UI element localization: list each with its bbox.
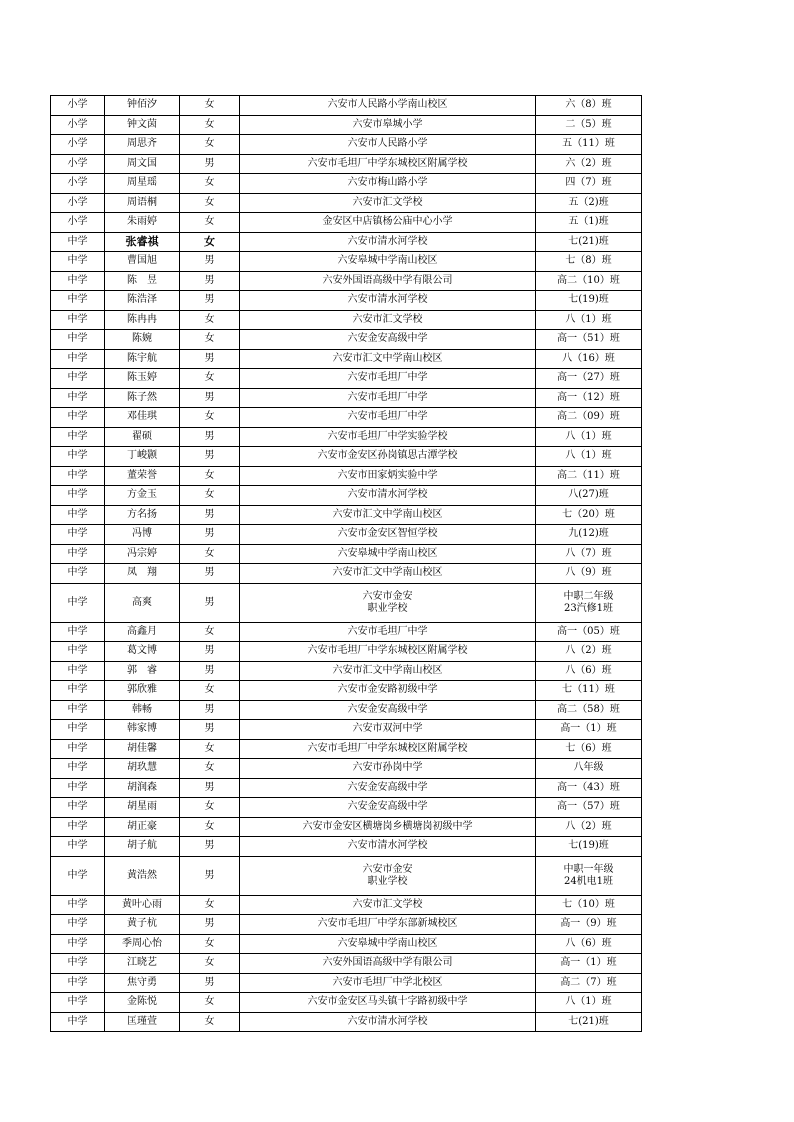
table-row bbox=[51, 135, 642, 155]
gender-cell: 男 bbox=[180, 700, 240, 720]
gender-cell: 女 bbox=[180, 135, 240, 155]
school-level-cell: 中学 bbox=[51, 564, 105, 584]
class-cell: 八（2）班 bbox=[536, 817, 642, 837]
table-row bbox=[51, 525, 642, 545]
gender-cell: 女 bbox=[180, 544, 240, 564]
student-name-cell: 陈 昱 bbox=[105, 271, 180, 291]
gender-cell: 女 bbox=[180, 115, 240, 135]
school-level-cell: 中学 bbox=[51, 271, 105, 291]
gender-cell: 女 bbox=[180, 486, 240, 506]
school-level-cell: 中学 bbox=[51, 817, 105, 837]
table-row bbox=[51, 564, 642, 584]
class-cell: 二（5）班 bbox=[536, 115, 642, 135]
class-cell: 七(21)班 bbox=[536, 232, 642, 252]
student-name-cell: 胡润森 bbox=[105, 778, 180, 798]
student-name-cell: 冯博 bbox=[105, 525, 180, 545]
gender-cell: 女 bbox=[180, 96, 240, 116]
school-level-cell: 中学 bbox=[51, 895, 105, 915]
student-name-cell: 陈冉冉 bbox=[105, 310, 180, 330]
student-name-cell: 陈浩泽 bbox=[105, 291, 180, 311]
table-row bbox=[51, 232, 642, 252]
table-row bbox=[51, 837, 642, 857]
student-table bbox=[50, 95, 642, 1032]
class-cell: 八(27)班 bbox=[536, 486, 642, 506]
table-row bbox=[51, 915, 642, 935]
school-name-cell: 六安市梅山路小学 bbox=[240, 174, 536, 194]
school-level-cell: 中学 bbox=[51, 856, 105, 895]
student-name-cell: 周语桐 bbox=[105, 193, 180, 213]
table-row bbox=[51, 96, 642, 116]
student-name-cell: 焦守勇 bbox=[105, 973, 180, 993]
student-name-cell: 黄浩然 bbox=[105, 856, 180, 895]
school-name-cell: 六安市毛坦厂中学 bbox=[240, 388, 536, 408]
school-name-cell: 六安外国语高级中学有限公司 bbox=[240, 271, 536, 291]
student-name-cell: 方金玉 bbox=[105, 486, 180, 506]
student-name-cell: 金陈悦 bbox=[105, 993, 180, 1013]
student-name-cell: 黄叶心雨 bbox=[105, 895, 180, 915]
class-cell: 六（2）班 bbox=[536, 154, 642, 174]
class-cell: 五（1)班 bbox=[536, 213, 642, 233]
class-cell: 高一（43）班 bbox=[536, 778, 642, 798]
school-name-cell: 六安市毛坦厂中学北校区 bbox=[240, 973, 536, 993]
gender-cell: 女 bbox=[180, 310, 240, 330]
class-cell: 高一（05）班 bbox=[536, 622, 642, 642]
school-level-cell: 中学 bbox=[51, 778, 105, 798]
gender-cell: 女 bbox=[180, 174, 240, 194]
gender-cell: 女 bbox=[180, 1012, 240, 1032]
class-cell: 八（1）班 bbox=[536, 993, 642, 1013]
class-cell: 高一（1）班 bbox=[536, 720, 642, 740]
school-name-cell: 六安市金安 职业学校 bbox=[240, 856, 536, 895]
table-row bbox=[51, 174, 642, 194]
table-row bbox=[51, 954, 642, 974]
table-row bbox=[51, 895, 642, 915]
school-level-cell: 中学 bbox=[51, 1012, 105, 1032]
student-name-cell: 韩家博 bbox=[105, 720, 180, 740]
school-level-cell: 中学 bbox=[51, 973, 105, 993]
school-level-cell: 中学 bbox=[51, 544, 105, 564]
gender-cell: 男 bbox=[180, 505, 240, 525]
gender-cell: 女 bbox=[180, 954, 240, 974]
school-name-cell: 六安市汇文中学南山校区 bbox=[240, 661, 536, 681]
class-cell: 高一（51）班 bbox=[536, 330, 642, 350]
school-name-cell: 六安市双河中学 bbox=[240, 720, 536, 740]
school-level-cell: 中学 bbox=[51, 583, 105, 622]
gender-cell: 男 bbox=[180, 778, 240, 798]
school-name-cell: 六安金安高级中学 bbox=[240, 778, 536, 798]
student-name-cell: 高爽 bbox=[105, 583, 180, 622]
school-level-cell: 中学 bbox=[51, 993, 105, 1013]
student-name-cell: 周思齐 bbox=[105, 135, 180, 155]
class-cell: 高一（9）班 bbox=[536, 915, 642, 935]
school-level-cell: 中学 bbox=[51, 486, 105, 506]
class-cell: 八（7）班 bbox=[536, 544, 642, 564]
school-level-cell: 中学 bbox=[51, 700, 105, 720]
gender-cell: 男 bbox=[180, 447, 240, 467]
class-cell: 中职二年级 23汽修1班 bbox=[536, 583, 642, 622]
table-row bbox=[51, 798, 642, 818]
gender-cell: 女 bbox=[180, 817, 240, 837]
gender-cell: 女 bbox=[180, 993, 240, 1013]
student-name-cell: 陈子然 bbox=[105, 388, 180, 408]
school-level-cell: 中学 bbox=[51, 505, 105, 525]
table-row bbox=[51, 778, 642, 798]
school-name-cell: 六安市毛坦厂中学东城校区附属学校 bbox=[240, 642, 536, 662]
school-name-cell: 六安市金安区马头镇十字路初级中学 bbox=[240, 993, 536, 1013]
school-level-cell: 中学 bbox=[51, 622, 105, 642]
school-level-cell: 中学 bbox=[51, 837, 105, 857]
table-row bbox=[51, 681, 642, 701]
school-name-cell: 六安市孙岗中学 bbox=[240, 759, 536, 779]
table-row bbox=[51, 856, 642, 895]
school-level-cell: 中学 bbox=[51, 798, 105, 818]
gender-cell: 男 bbox=[180, 973, 240, 993]
school-level-cell: 小学 bbox=[51, 154, 105, 174]
class-cell: 五（2)班 bbox=[536, 193, 642, 213]
table-row bbox=[51, 291, 642, 311]
table-row bbox=[51, 642, 642, 662]
student-name-cell: 韩畅 bbox=[105, 700, 180, 720]
school-name-cell: 六安市毛坦厂中学 bbox=[240, 622, 536, 642]
class-cell: 八（1）班 bbox=[536, 447, 642, 467]
gender-cell: 女 bbox=[180, 232, 240, 252]
class-cell: 八（6）班 bbox=[536, 934, 642, 954]
school-name-cell: 六安皋城中学南山校区 bbox=[240, 934, 536, 954]
school-name-cell: 六安市人民路小学 bbox=[240, 135, 536, 155]
gender-cell: 女 bbox=[180, 759, 240, 779]
school-name-cell: 六安市汇文中学南山校区 bbox=[240, 349, 536, 369]
school-level-cell: 中学 bbox=[51, 661, 105, 681]
school-level-cell: 中学 bbox=[51, 466, 105, 486]
school-name-cell: 六安市清水河学校 bbox=[240, 291, 536, 311]
class-cell: 五（11）班 bbox=[536, 135, 642, 155]
school-name-cell: 金安区中店镇杨公庙中心小学 bbox=[240, 213, 536, 233]
class-cell: 四（7）班 bbox=[536, 174, 642, 194]
school-level-cell: 中学 bbox=[51, 291, 105, 311]
school-name-cell: 六安市毛坦厂中学东城校区附属学校 bbox=[240, 154, 536, 174]
table-row bbox=[51, 154, 642, 174]
school-name-cell: 六安市毛坦厂中学实验学校 bbox=[240, 427, 536, 447]
school-name-cell: 六安市金安 职业学校 bbox=[240, 583, 536, 622]
school-level-cell: 中学 bbox=[51, 954, 105, 974]
student-name-cell: 胡玖慧 bbox=[105, 759, 180, 779]
student-name-cell: 黄子杭 bbox=[105, 915, 180, 935]
gender-cell: 女 bbox=[180, 934, 240, 954]
student-name-cell: 周文国 bbox=[105, 154, 180, 174]
school-name-cell: 六安市毛坦厂中学 bbox=[240, 408, 536, 428]
class-cell: 七（20）班 bbox=[536, 505, 642, 525]
class-cell: 八（9）班 bbox=[536, 564, 642, 584]
student-name-cell: 丁峻颢 bbox=[105, 447, 180, 467]
student-name-cell: 陈玉婷 bbox=[105, 369, 180, 389]
school-name-cell: 六安金安高级中学 bbox=[240, 700, 536, 720]
student-name-cell: 钟文茵 bbox=[105, 115, 180, 135]
school-level-cell: 中学 bbox=[51, 408, 105, 428]
student-name-cell: 匡瑾萱 bbox=[105, 1012, 180, 1032]
table-row bbox=[51, 505, 642, 525]
school-name-cell: 六安皋城中学南山校区 bbox=[240, 252, 536, 272]
school-level-cell: 中学 bbox=[51, 759, 105, 779]
table-row bbox=[51, 720, 642, 740]
gender-cell: 男 bbox=[180, 427, 240, 447]
school-name-cell: 六安市人民路小学南山校区 bbox=[240, 96, 536, 116]
school-name-cell: 六安市汇文中学南山校区 bbox=[240, 505, 536, 525]
student-name-cell: 董荣誉 bbox=[105, 466, 180, 486]
student-name-cell: 冯宗婷 bbox=[105, 544, 180, 564]
student-name-cell: 高鑫月 bbox=[105, 622, 180, 642]
gender-cell: 男 bbox=[180, 349, 240, 369]
class-cell: 七（8）班 bbox=[536, 252, 642, 272]
gender-cell: 女 bbox=[180, 622, 240, 642]
school-level-cell: 中学 bbox=[51, 447, 105, 467]
school-name-cell: 六安市汇文学校 bbox=[240, 895, 536, 915]
gender-cell: 男 bbox=[180, 252, 240, 272]
student-table-body bbox=[51, 96, 642, 1032]
gender-cell: 男 bbox=[180, 856, 240, 895]
school-name-cell: 六安市清水河学校 bbox=[240, 232, 536, 252]
class-cell: 九(12)班 bbox=[536, 525, 642, 545]
school-level-cell: 中学 bbox=[51, 252, 105, 272]
gender-cell: 男 bbox=[180, 271, 240, 291]
gender-cell: 女 bbox=[180, 739, 240, 759]
school-level-cell: 中学 bbox=[51, 642, 105, 662]
table-row bbox=[51, 213, 642, 233]
school-level-cell: 小学 bbox=[51, 96, 105, 116]
table-row bbox=[51, 661, 642, 681]
school-level-cell: 中学 bbox=[51, 369, 105, 389]
gender-cell: 女 bbox=[180, 369, 240, 389]
school-level-cell: 中学 bbox=[51, 310, 105, 330]
student-name-cell: 胡正豪 bbox=[105, 817, 180, 837]
table-row bbox=[51, 466, 642, 486]
school-level-cell: 小学 bbox=[51, 213, 105, 233]
student-name-cell: 曹国旭 bbox=[105, 252, 180, 272]
school-name-cell: 六安金安高级中学 bbox=[240, 798, 536, 818]
class-cell: 高一（12）班 bbox=[536, 388, 642, 408]
table-row bbox=[51, 544, 642, 564]
gender-cell: 男 bbox=[180, 642, 240, 662]
school-level-cell: 小学 bbox=[51, 193, 105, 213]
school-name-cell: 六安市毛坦厂中学 bbox=[240, 369, 536, 389]
school-level-cell: 中学 bbox=[51, 739, 105, 759]
student-name-cell: 翟硕 bbox=[105, 427, 180, 447]
student-name-cell: 郭 睿 bbox=[105, 661, 180, 681]
school-level-cell: 小学 bbox=[51, 135, 105, 155]
student-name-cell: 周星瑶 bbox=[105, 174, 180, 194]
school-name-cell: 六安皋城中学南山校区 bbox=[240, 544, 536, 564]
student-name-cell: 季周心怡 bbox=[105, 934, 180, 954]
table-row bbox=[51, 193, 642, 213]
student-name-cell: 郭欣雅 bbox=[105, 681, 180, 701]
table-row bbox=[51, 427, 642, 447]
gender-cell: 女 bbox=[180, 330, 240, 350]
school-level-cell: 中学 bbox=[51, 330, 105, 350]
school-name-cell: 六安市清水河学校 bbox=[240, 837, 536, 857]
gender-cell: 女 bbox=[180, 681, 240, 701]
school-level-cell: 中学 bbox=[51, 232, 105, 252]
table-row bbox=[51, 330, 642, 350]
class-cell: 高二（09）班 bbox=[536, 408, 642, 428]
student-name-cell: 方名扬 bbox=[105, 505, 180, 525]
table-row bbox=[51, 486, 642, 506]
class-cell: 七(21)班 bbox=[536, 1012, 642, 1032]
table-row bbox=[51, 934, 642, 954]
school-name-cell: 六安金安高级中学 bbox=[240, 330, 536, 350]
school-name-cell: 六安市清水河学校 bbox=[240, 1012, 536, 1032]
gender-cell: 女 bbox=[180, 895, 240, 915]
gender-cell: 女 bbox=[180, 408, 240, 428]
student-name-cell: 凤 翔 bbox=[105, 564, 180, 584]
school-level-cell: 小学 bbox=[51, 115, 105, 135]
table-row bbox=[51, 700, 642, 720]
gender-cell: 男 bbox=[180, 388, 240, 408]
school-name-cell: 六安市田家炳实验中学 bbox=[240, 466, 536, 486]
table-row bbox=[51, 739, 642, 759]
school-name-cell: 六安市金安区智恒学校 bbox=[240, 525, 536, 545]
gender-cell: 男 bbox=[180, 837, 240, 857]
school-level-cell: 中学 bbox=[51, 349, 105, 369]
student-name-cell: 朱雨婷 bbox=[105, 213, 180, 233]
school-level-cell: 小学 bbox=[51, 174, 105, 194]
class-cell: 七(19)班 bbox=[536, 837, 642, 857]
school-name-cell: 六安市汇文中学南山校区 bbox=[240, 564, 536, 584]
class-cell: 高一（1）班 bbox=[536, 954, 642, 974]
class-cell: 八（1）班 bbox=[536, 310, 642, 330]
school-level-cell: 中学 bbox=[51, 934, 105, 954]
student-name-cell: 胡子航 bbox=[105, 837, 180, 857]
school-name-cell: 六安市毛坦厂中学东城校区附属学校 bbox=[240, 739, 536, 759]
student-name-cell: 邓佳琪 bbox=[105, 408, 180, 428]
gender-cell: 男 bbox=[180, 564, 240, 584]
table-row bbox=[51, 369, 642, 389]
school-name-cell: 六安市汇文学校 bbox=[240, 193, 536, 213]
class-cell: 高二（7）班 bbox=[536, 973, 642, 993]
school-level-cell: 中学 bbox=[51, 525, 105, 545]
class-cell: 七（11）班 bbox=[536, 681, 642, 701]
student-name-cell: 葛文博 bbox=[105, 642, 180, 662]
class-cell: 七（10）班 bbox=[536, 895, 642, 915]
table-row bbox=[51, 622, 642, 642]
class-cell: 八（2）班 bbox=[536, 642, 642, 662]
table-row bbox=[51, 310, 642, 330]
gender-cell: 男 bbox=[180, 525, 240, 545]
gender-cell: 男 bbox=[180, 154, 240, 174]
table-row bbox=[51, 993, 642, 1013]
gender-cell: 女 bbox=[180, 213, 240, 233]
school-level-cell: 中学 bbox=[51, 427, 105, 447]
school-level-cell: 中学 bbox=[51, 681, 105, 701]
gender-cell: 男 bbox=[180, 291, 240, 311]
gender-cell: 女 bbox=[180, 798, 240, 818]
school-name-cell: 六安市清水河学校 bbox=[240, 486, 536, 506]
table-row bbox=[51, 447, 642, 467]
class-cell: 七(19)班 bbox=[536, 291, 642, 311]
class-cell: 高二（11）班 bbox=[536, 466, 642, 486]
student-name-cell: 钟佰汐 bbox=[105, 96, 180, 116]
school-level-cell: 中学 bbox=[51, 915, 105, 935]
class-cell: 中职一年级 24机电1班 bbox=[536, 856, 642, 895]
gender-cell: 男 bbox=[180, 583, 240, 622]
table-row bbox=[51, 271, 642, 291]
school-name-cell: 六安市毛坦厂中学东部新城校区 bbox=[240, 915, 536, 935]
class-cell: 七（6）班 bbox=[536, 739, 642, 759]
school-name-cell: 六安市金安区孙岗镇思古潭学校 bbox=[240, 447, 536, 467]
table-row bbox=[51, 973, 642, 993]
school-level-cell: 中学 bbox=[51, 720, 105, 740]
student-name-cell: 陈婉 bbox=[105, 330, 180, 350]
gender-cell: 女 bbox=[180, 193, 240, 213]
table-row bbox=[51, 583, 642, 622]
school-name-cell: 六安市皋城小学 bbox=[240, 115, 536, 135]
student-name-cell: 胡星雨 bbox=[105, 798, 180, 818]
class-cell: 高二（58）班 bbox=[536, 700, 642, 720]
class-cell: 八（1）班 bbox=[536, 427, 642, 447]
gender-cell: 男 bbox=[180, 915, 240, 935]
class-cell: 高二（10）班 bbox=[536, 271, 642, 291]
table-row bbox=[51, 252, 642, 272]
class-cell: 八年级 bbox=[536, 759, 642, 779]
class-cell: 八（16）班 bbox=[536, 349, 642, 369]
school-name-cell: 六安市汇文学校 bbox=[240, 310, 536, 330]
table-row bbox=[51, 1012, 642, 1032]
table-row bbox=[51, 388, 642, 408]
table-row bbox=[51, 408, 642, 428]
gender-cell: 女 bbox=[180, 466, 240, 486]
gender-cell: 男 bbox=[180, 661, 240, 681]
school-name-cell: 六安外国语高级中学有限公司 bbox=[240, 954, 536, 974]
student-name-cell: 胡佳馨 bbox=[105, 739, 180, 759]
class-cell: 六（8）班 bbox=[536, 96, 642, 116]
class-cell: 八（6）班 bbox=[536, 661, 642, 681]
table-row bbox=[51, 349, 642, 369]
table-row bbox=[51, 115, 642, 135]
school-level-cell: 中学 bbox=[51, 388, 105, 408]
table-row bbox=[51, 817, 642, 837]
student-name-cell: 陈宇航 bbox=[105, 349, 180, 369]
class-cell: 高一（57）班 bbox=[536, 798, 642, 818]
student-name-cell: 张睿祺 bbox=[105, 232, 180, 252]
school-name-cell: 六安市金安路初级中学 bbox=[240, 681, 536, 701]
student-name-cell: 江晓艺 bbox=[105, 954, 180, 974]
table-row bbox=[51, 759, 642, 779]
school-name-cell: 六安市金安区横塘岗乡横塘岗初级中学 bbox=[240, 817, 536, 837]
gender-cell: 男 bbox=[180, 720, 240, 740]
class-cell: 高一（27）班 bbox=[536, 369, 642, 389]
